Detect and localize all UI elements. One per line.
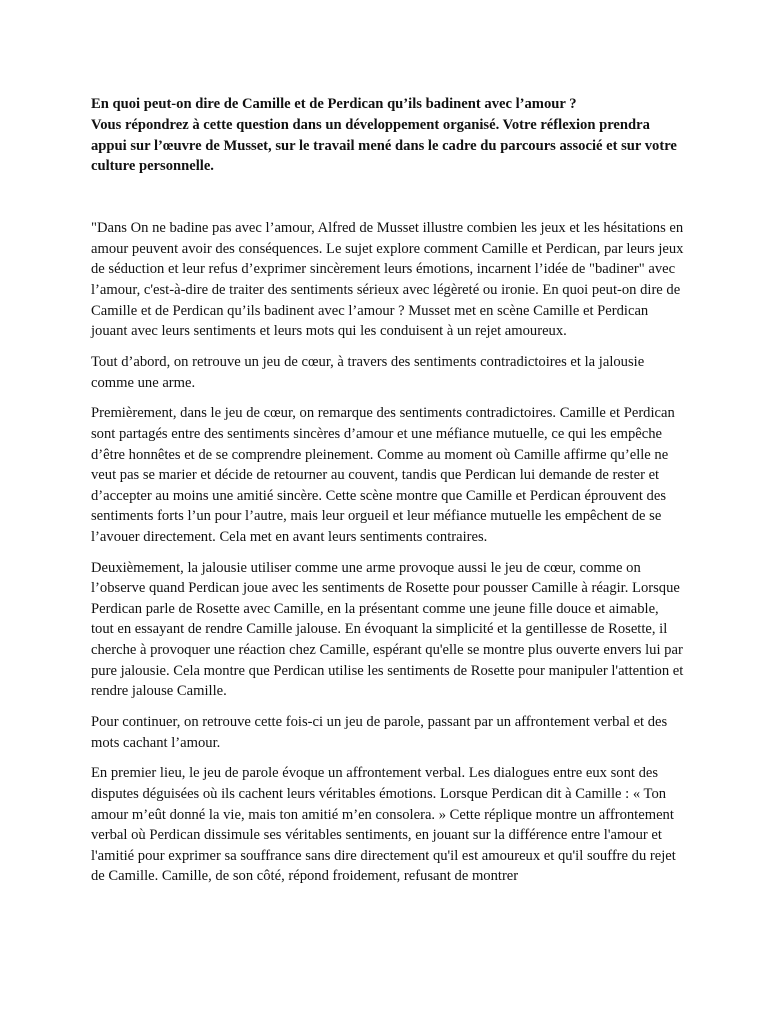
essay-question xyxy=(91,94,685,177)
paragraph-part-one-a: Premièrement, dans le jeu de cœur, on remarque des sentiments contradictoires. Camille et Perdican sont partagés entre des sentiments sincères d’amour et une méfiance mutuelle, ce qui les empêche d’être honnêtes et de se comprendre pleinement. Comme au moment où Camille affirme qu’elle ne veut pas se marier et décide de retourner au couvent, tandis que Perdican lui demande de rester et d’accepter au moins une amitié sincère. Cette scène montre que Camille et Perdican éprouvent des sentiments forts l’un pour l’autre, mais leur orgueil et leur méfiance mutuelle les empêchent de se l’avouer directement. Cela met en avant leurs sentiments contraires. xyxy=(91,405,675,545)
paragraph-part-one-announce: Tout d’abord, on retrouve un jeu de cœur, à travers des sentiments contradictoires et la jalousie comme une arme. xyxy=(91,353,645,391)
question-instructions: Vous répondrez à cette question dans un développement organisé. Votre réflexion prendra appui sur l’œuvre de Musset, sur le travail mené dans le cadre du parcours associé et sur votre culture personnelle. xyxy=(91,116,677,175)
paragraph-introduction: "Dans On ne badine pas avec l’amour, Alfred de Musset illustre combien les jeux et les hésitations en amour peuvent avoir des conséquences. Le sujet explore comment Camille et Perdican, par leurs jeux de séduction et leur refus d’exprimer sincèrement leurs émotions, incarnent l’idée de "badiner" avec l’amour, c'est-à-dire de traiter des sentiments sérieux avec légèreté ou ironie. En quoi peut-on dire de Camille et de Perdican qu’ils badinent avec l’amour ? Musset met en scène Camille et Perdican jouant avec leurs sentiments et leurs mots qui les conduisent à un rejet amoureux. xyxy=(91,220,684,340)
essay-body xyxy=(91,218,685,887)
paragraph-part-two-announce: Pour continuer, on retrouve cette fois-ci un jeu de parole, passant par un affrontement verbal et des mots cachant l’amour. xyxy=(91,714,668,751)
paragraph-part-two-a: En premier lieu, le jeu de parole évoque un affrontement verbal. Les dialogues entre eux sont des disputes déguisées où ils cachent leurs véritables émotions. Lorsque Perdican dit à Camille : « Ton amour m’eût donné la vie, mais ton amitié m’en consolera. » Cette réplique montre un affrontement verbal où Perdican dissimule ses véritables sentiments, en jouant sur la différence entre l'amour et l'amitié pour exprimer sa souffrance sans dire directement qu'il est amoureux et qu'il souffre du rejet de Camille. Camille, de son côté, répond froidement, refusant de montrer xyxy=(91,765,676,885)
question-title: En quoi peut-on dire de Camille et de Perdican qu’ils badinent avec l’amour ? xyxy=(91,96,577,112)
paragraph-part-one-b: Deuxièmement, la jalousie utiliser comme une arme provoque aussi le jeu de cœur, comme on l’observe quand Perdican joue avec les sentiments de Rosette pour pousser Camille à réagir. Lorsque Perdican parle de Rosette avec Camille, en la présentant comme une jeune fille douce et aimable, tout en essayant de rendre Camille jalouse. En évoquant la simplicité et la gentillesse de Rosette, il cherche à provoquer une réaction chez Camille, espérant qu'elle se montre plus ouverte envers lui par pure jalousie. Cela montre que Perdican utilise les sentiments de Rosette pour manipuler l'attention et rendre jalouse Camille. xyxy=(91,559,684,700)
document-page xyxy=(91,94,685,897)
